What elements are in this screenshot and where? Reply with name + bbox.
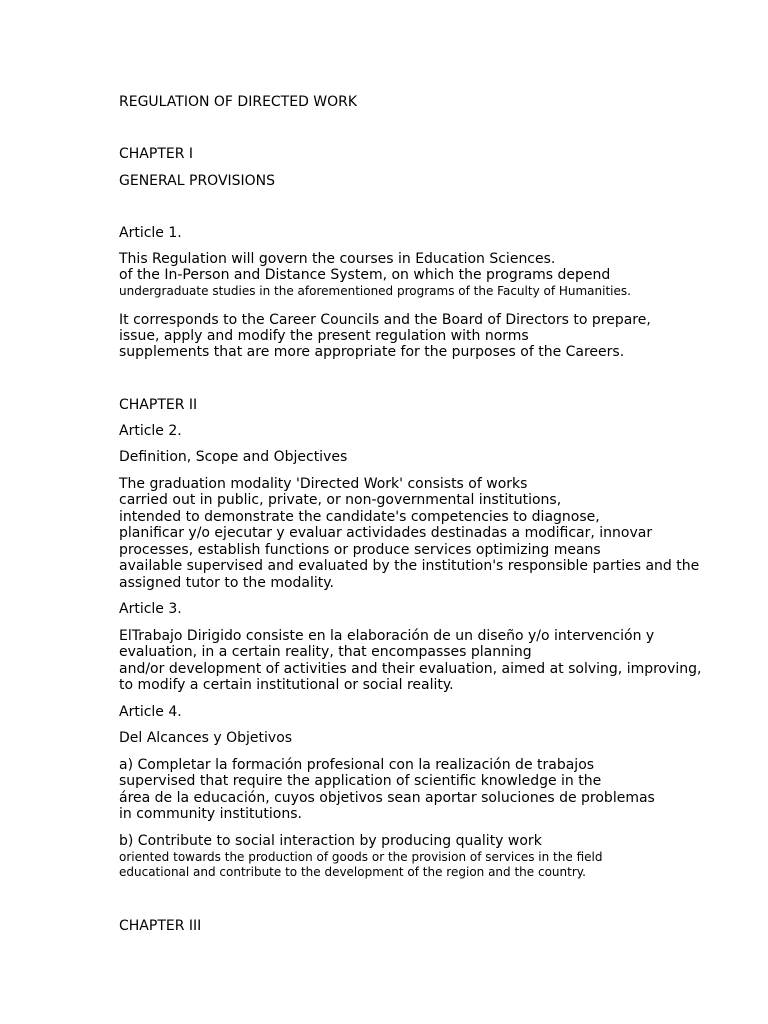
article-2-line: available supervised and evaluated by the institution's responsible parties and the — [119, 558, 700, 574]
article-3-label: Article 3. — [119, 601, 182, 617]
article-2-line: intended to demonstrate the candidate's competencies to diagnose, — [119, 509, 600, 525]
article-3-line: ElTrabajo Dirigido consiste en la elaboración de un diseño y/o intervención y — [119, 628, 655, 644]
article-2-line: The graduation modality 'Directed Work' consists of works — [119, 476, 528, 492]
article-4-label: Article 4. — [119, 704, 182, 720]
article-3-line: evaluation, in a certain reality, that encompasses planning — [119, 644, 532, 660]
article-2-line: assigned tutor to the modality. — [119, 575, 334, 591]
article-1-p1-line: of the In-Person and Distance System, on which the programs depend — [119, 267, 611, 283]
chapter-1-heading: CHAPTER I — [119, 146, 194, 162]
article-4-item-b-line: educational and contribute to the development of the region and the country. — [119, 865, 586, 879]
article-4-item-a-line: a) Completar la formación profesional con la realización de trabajos — [119, 757, 595, 773]
article-1-p1-line: This Regulation will govern the courses in Education Sciences. — [119, 251, 556, 267]
article-4-item-a-line: área de la educación, cuyos objetivos sean aportar soluciones de problemas — [119, 790, 655, 806]
article-2-subheading: Definition, Scope and Objectives — [119, 449, 348, 465]
chapter-3-heading: CHAPTER III — [119, 918, 202, 934]
article-2-line: processes, establish functions or produce services optimizing means — [119, 542, 601, 558]
article-1-p2-line: It corresponds to the Career Councils and the Board of Directors to prepare, — [119, 312, 651, 328]
article-3-line: to modify a certain institutional or social reality. — [119, 677, 454, 693]
document-title: REGULATION OF DIRECTED WORK — [119, 94, 358, 110]
article-4-subheading: Del Alcances y Objetivos — [119, 730, 293, 746]
article-1-p2-line: supplements that are more appropriate for the purposes of the Careers. — [119, 344, 625, 360]
article-2-line: carried out in public, private, or non-governmental institutions, — [119, 492, 562, 508]
article-4-item-b-line: b) Contribute to social interaction by producing quality work — [119, 833, 542, 849]
chapter-1-subheading: GENERAL PROVISIONS — [119, 173, 276, 189]
chapter-2-heading: CHAPTER II — [119, 397, 198, 413]
article-4-item-a-line: supervised that require the application of scientific knowledge in the — [119, 773, 602, 789]
article-4-item-b-line: oriented towards the production of goods or the provision of services in the field — [119, 850, 603, 864]
article-4-item-a-line: in community institutions. — [119, 806, 302, 822]
article-2-line: planificar y/o ejecutar y evaluar actividades destinadas a modificar, innovar — [119, 525, 653, 541]
article-3-line: and/or development of activities and their evaluation, aimed at solving, improving, — [119, 661, 702, 677]
article-1-p1-line: undergraduate studies in the aforementioned programs of the Faculty of Humanities. — [119, 284, 631, 298]
article-1-p2-line: issue, apply and modify the present regulation with norms — [119, 328, 529, 344]
article-1-label: Article 1. — [119, 225, 182, 241]
article-2-label: Article 2. — [119, 423, 182, 439]
